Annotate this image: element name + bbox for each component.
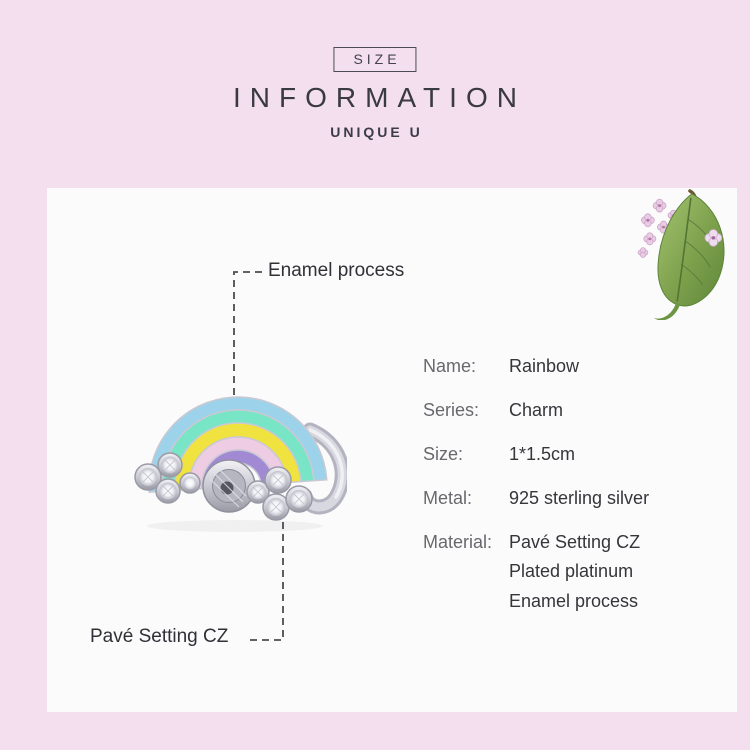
spec-row-metal xyxy=(423,484,728,512)
spec-row-series xyxy=(423,396,728,424)
callout-enamel-process: Enamel process xyxy=(268,260,405,281)
spec-value-line: Pavé Setting CZ xyxy=(509,532,641,552)
spec-row-name xyxy=(423,352,728,380)
charm-core xyxy=(203,460,255,512)
page-title: INFORMATION xyxy=(233,82,526,113)
leaf-flower-decoration-icon xyxy=(635,188,737,320)
rainbow-charm-image xyxy=(117,380,347,535)
spec-label: Name: xyxy=(423,356,477,376)
spec-value xyxy=(509,528,640,616)
size-badge: SIZE xyxy=(333,47,416,72)
spec-row-material xyxy=(423,528,728,616)
callout-pave-setting-cz: Pavé Setting CZ xyxy=(90,626,229,647)
spec-label: Series: xyxy=(423,400,480,420)
info-card xyxy=(47,188,737,712)
spec-value-line: Plated platinum xyxy=(509,561,634,581)
spec-label: Metal: xyxy=(423,488,473,508)
spec-value: 1*1.5cm xyxy=(509,444,576,464)
spec-label: Size: xyxy=(423,444,464,464)
spec-row-size xyxy=(423,440,728,468)
spec-label: Material: xyxy=(423,532,493,552)
spec-value: 925 sterling silver xyxy=(509,488,650,508)
page-subtitle: UNIQUE U xyxy=(330,124,423,140)
spec-value: Rainbow xyxy=(509,356,580,376)
spec-value: Charm xyxy=(509,400,564,420)
spec-list xyxy=(423,352,728,632)
spec-value-line: Enamel process xyxy=(509,591,639,611)
